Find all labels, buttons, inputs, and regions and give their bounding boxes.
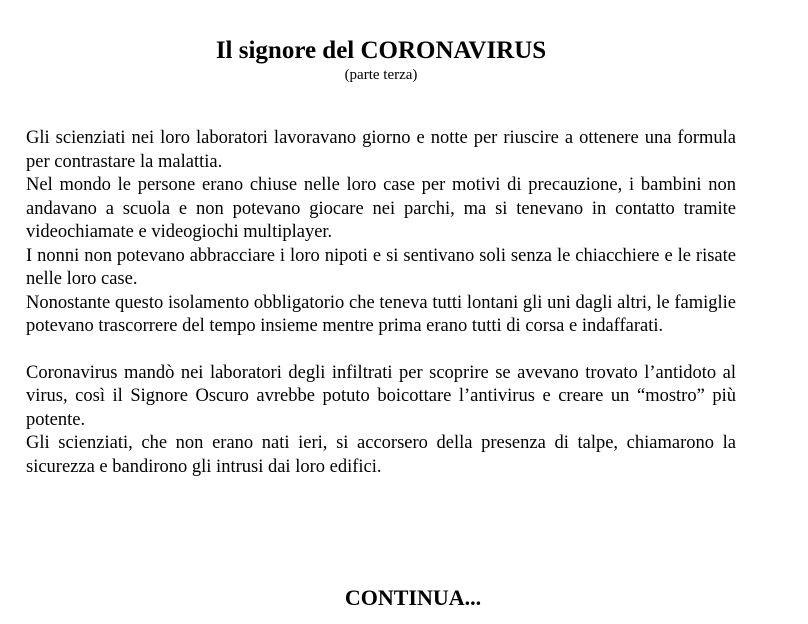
page-title: Il signore del CORONAVIRUS — [215, 37, 547, 64]
paragraph-isolation: Nonostante questo isolamento obbligatorio che teneva tutti lontani gli uni dagli altri, le famiglie potevano trascorrere del tempo insieme mentre prima erano tutti di corsa e indaffarati. — [26, 292, 736, 336]
paragraph-scientists: Gli scienziati nei loro laboratori lavoravano giorno e notte per riuscire a ottenere una formula per contrastare la malattia. — [26, 128, 736, 172]
paragraph-grandparents: I nonni non potevano abbracciare i loro nipoti e si sentivano soli senza le chiacchiere e le risate nelle loro case. — [26, 245, 736, 289]
paragraph-world: Nel mondo le persone erano chiuse nelle loro case per motivi di precauzione, i bambini non andavano a scuola e non potevano giocare nei parchi, ma si tenevano in contatto tramite videochiamate e videogiochi multiplayer. — [26, 175, 736, 242]
paragraph-intruders: Gli scienziati, che non erano nati ieri, si accorsero della presenza di talpe, chiamarono la sicurezza e bandirono gli intrusi dai loro edifici. — [26, 433, 736, 477]
story-body — [26, 127, 736, 479]
continue-label: CONTINUA... — [344, 585, 482, 610]
paragraph-infiltrators: Coronavirus mandò nei laboratori degli infiltrati per scoprire se avevano trovato l’antidoto al virus, così il Signore Oscuro avrebbe potuto boicottare l’antivirus e creare un “mostro” più potente. — [26, 362, 736, 430]
page-subtitle: (parte terza) — [344, 67, 418, 83]
